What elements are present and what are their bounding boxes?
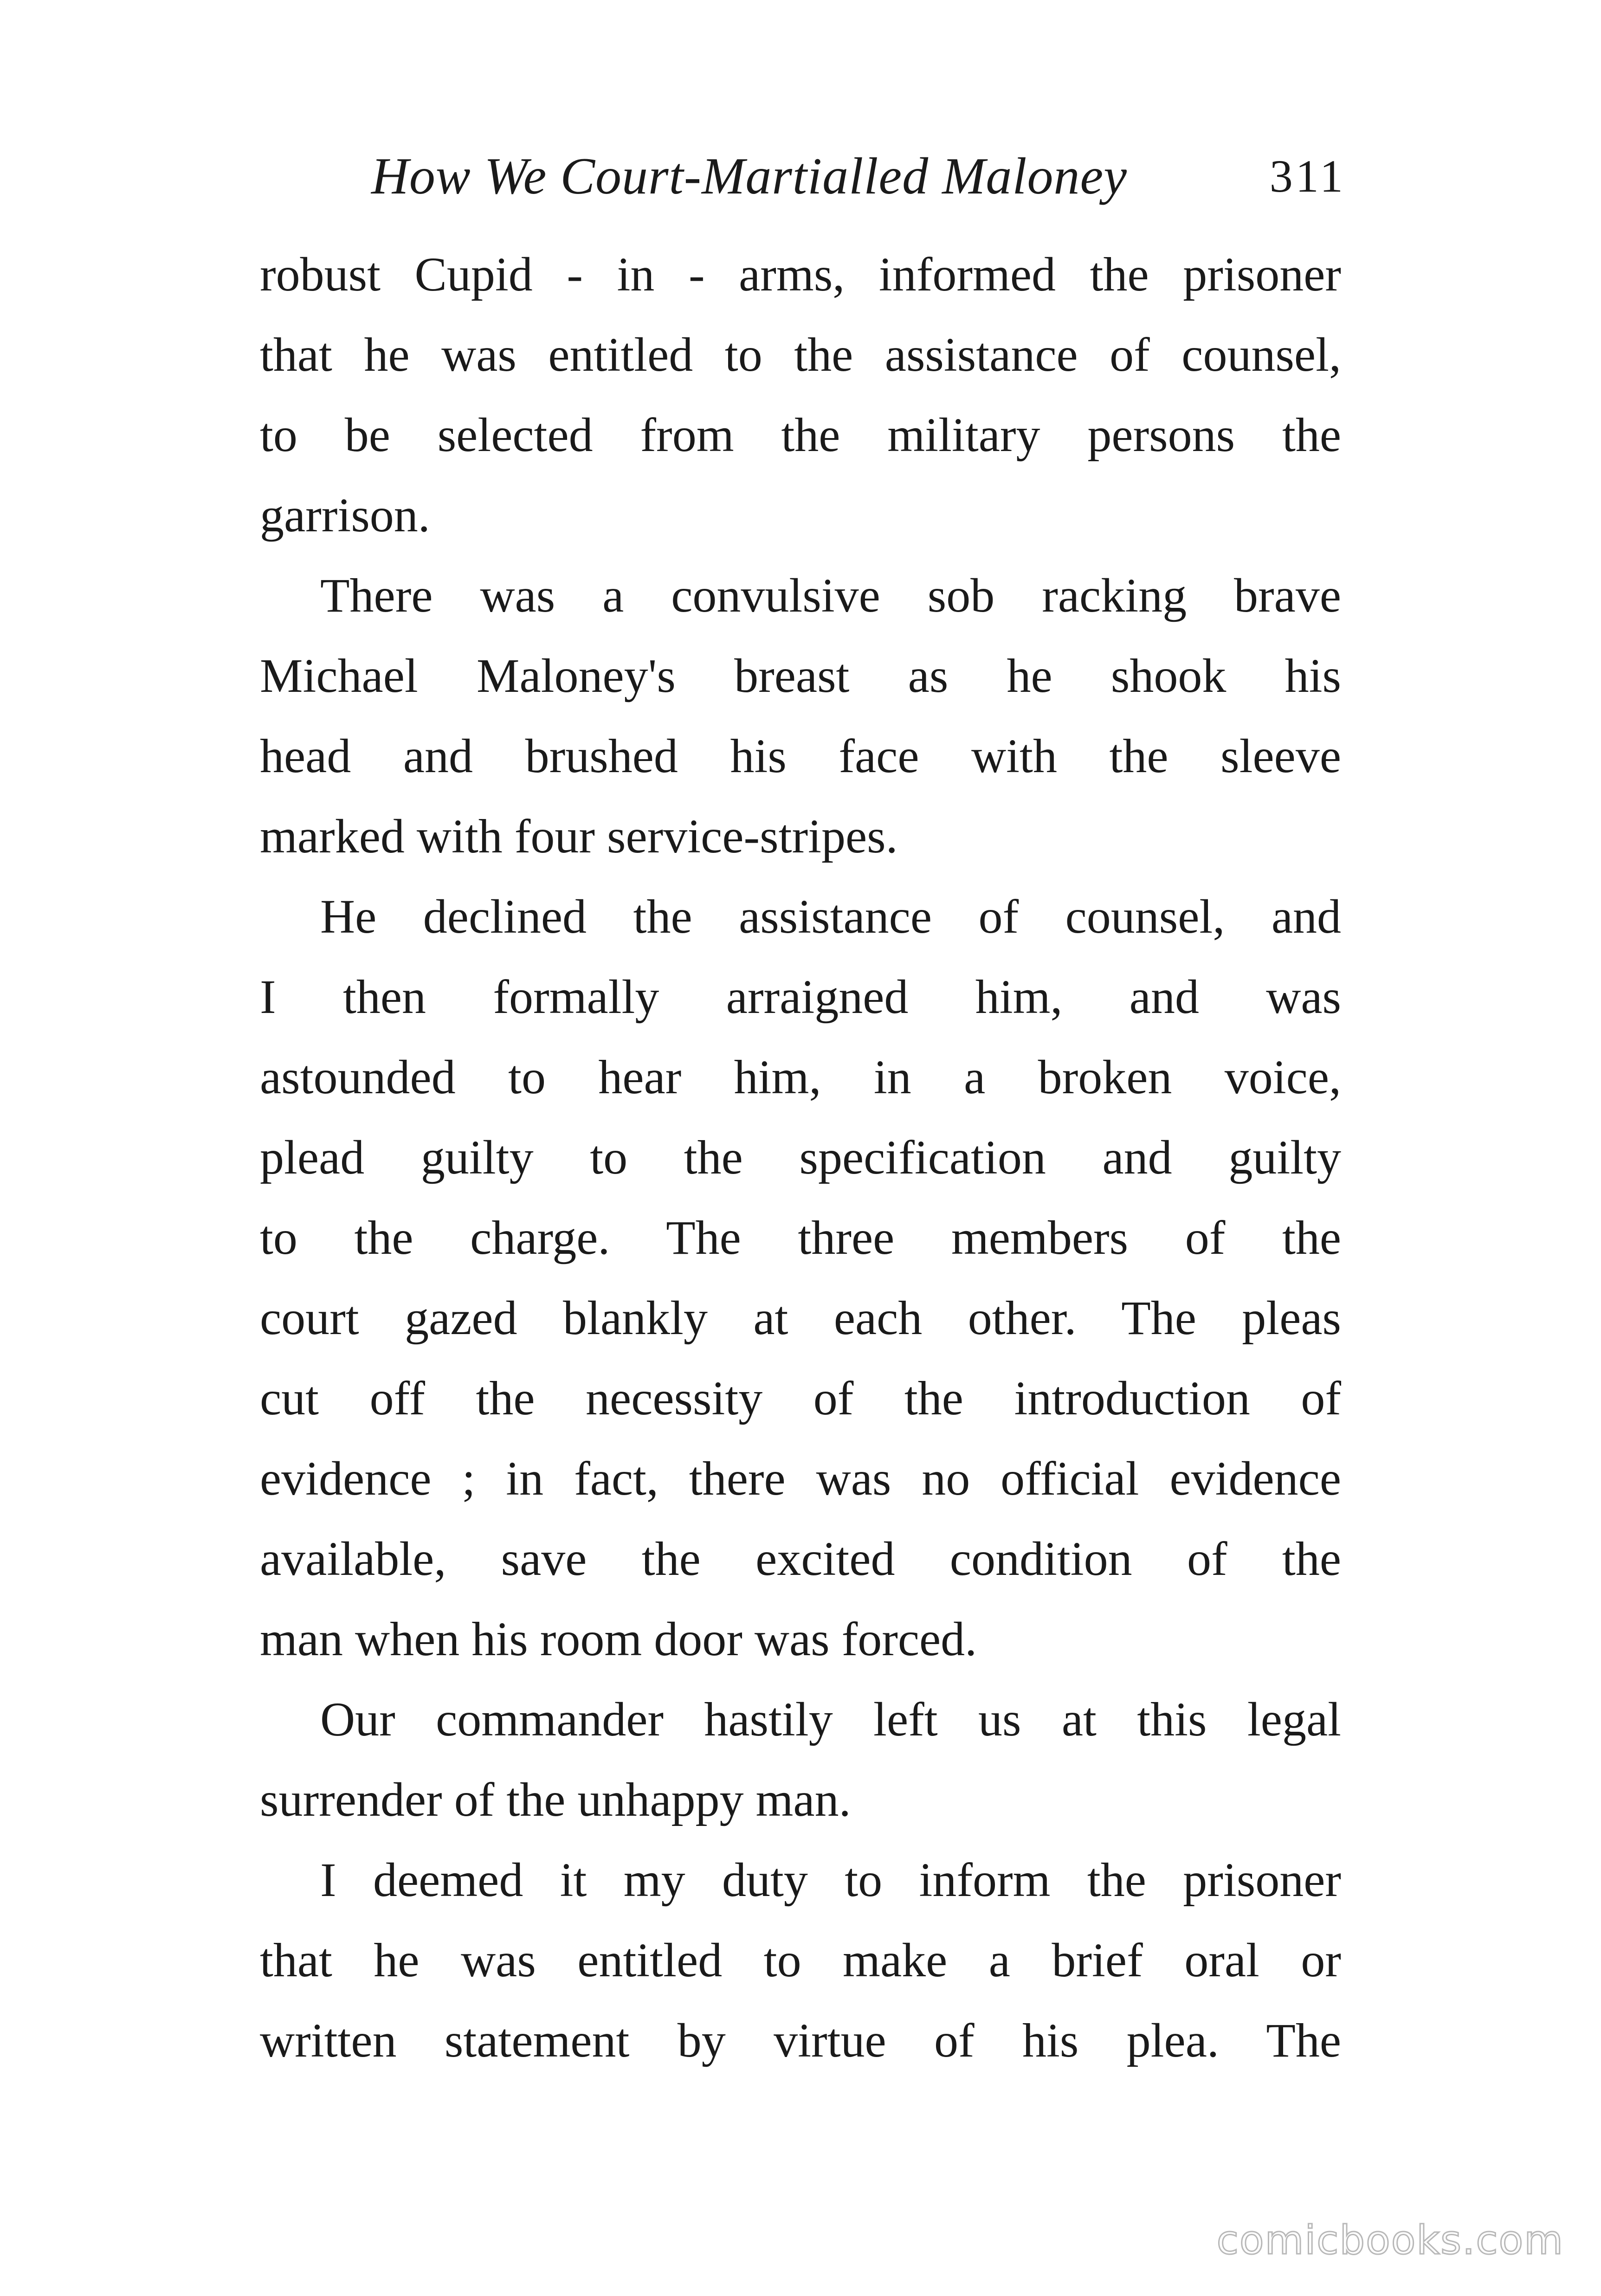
text-line: head and brushed his face with the sleeve bbox=[260, 729, 1341, 783]
text-line: that he was entitled to make a brief oral or bbox=[260, 1934, 1341, 1987]
text-line: surrender of the unhappy man. bbox=[260, 1773, 851, 1826]
text-line: He declined the assistance of counsel, and bbox=[320, 890, 1341, 943]
text-line: Our commander hastily left us at this legal bbox=[320, 1693, 1341, 1746]
running-head bbox=[371, 139, 1346, 213]
text-line: garrison. bbox=[260, 489, 430, 542]
text-line: man when his room door was forced. bbox=[260, 1612, 977, 1666]
text-line: court gazed blankly at each other. The pleas bbox=[260, 1291, 1341, 1345]
running-title: How We Court-Martialled Maloney bbox=[371, 148, 1127, 205]
text-line: that he was entitled to the assistance of counsel, bbox=[260, 328, 1341, 381]
text-line: marked with four service-stripes. bbox=[260, 810, 898, 863]
text-line: written statement by virtue of his plea. The bbox=[260, 2014, 1341, 2067]
text-line: Michael Maloney's breast as he shook his bbox=[260, 649, 1341, 703]
text-line: I deemed it my duty to inform the prisoner bbox=[320, 1853, 1341, 1907]
text-line: robust Cupid - in - arms, informed the prisoner bbox=[260, 248, 1341, 301]
page-number: 311 bbox=[1269, 150, 1346, 202]
text-line: to the charge. The three members of the bbox=[260, 1211, 1341, 1264]
text-line: to be selected from the military persons the bbox=[260, 408, 1341, 462]
text-line: cut off the necessity of the introduction of bbox=[260, 1372, 1341, 1425]
text-line: plead guilty to the specification and guilty bbox=[260, 1131, 1341, 1184]
text-line: evidence ; in fact, there was no official evidence bbox=[260, 1452, 1341, 1505]
text-line: There was a convulsive sob racking brave bbox=[320, 569, 1341, 622]
text-line: available, save the excited condition of the bbox=[260, 1532, 1341, 1586]
watermark: comicbooks.com bbox=[1216, 2217, 1564, 2264]
body-text bbox=[260, 234, 1341, 2081]
text-line: astounded to hear him, in a broken voice, bbox=[260, 1051, 1341, 1104]
text-line: I then formally arraigned him, and was bbox=[260, 970, 1341, 1024]
